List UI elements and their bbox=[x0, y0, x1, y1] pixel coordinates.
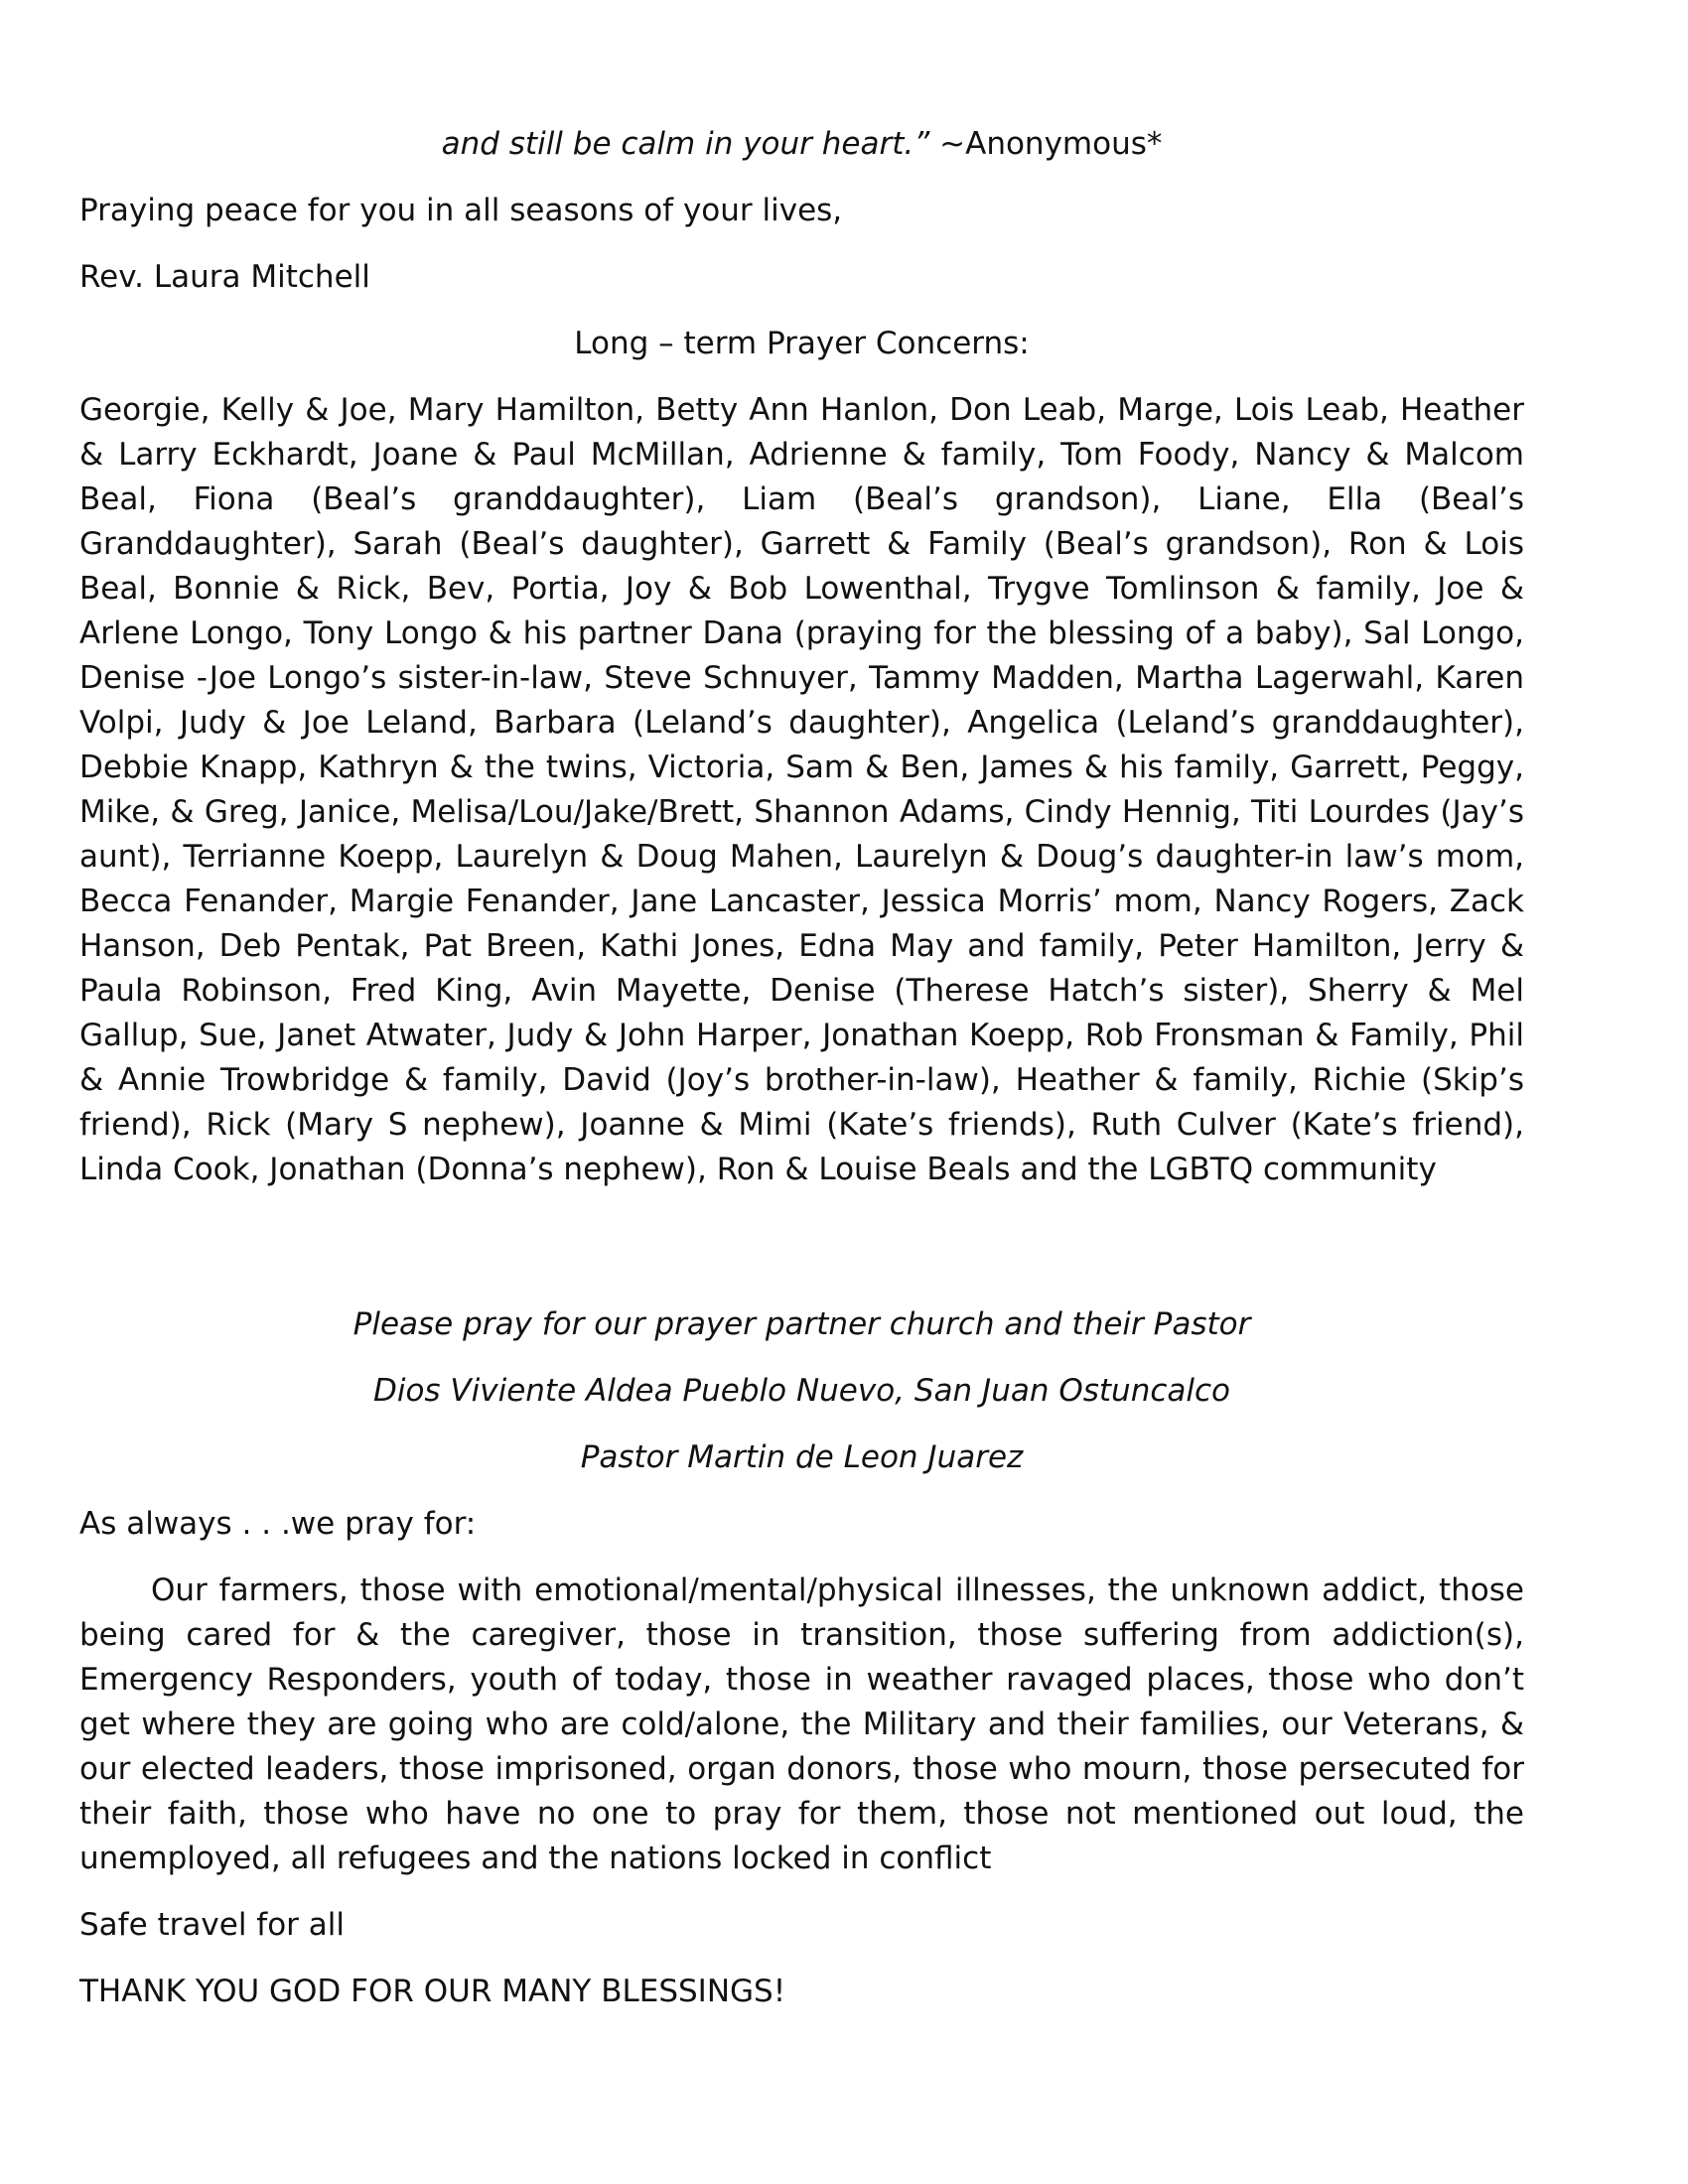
partner-church-line-2: Dios Viviente Aldea Pueblo Nuevo, San Juan Ostuncalco bbox=[372, 1373, 1231, 1409]
section-spacer bbox=[79, 1214, 1524, 1302]
signature: Rev. Laura Mitchell bbox=[79, 259, 370, 295]
always-intro: As always . . .we pray for: bbox=[79, 1506, 477, 1542]
long-term-names: Georgie, Kelly & Joe, Mary Hamilton, Betty Ann Hanlon, Don Leab, Marge, Lois Leab, Heather & Larry Eckhardt, Joane & Paul McMillan, Adrienne & family, Tom Foody, Nancy & Malcom Beal, Fiona (Beal’s granddaughter), Liam (Beal’s grandson), Liane, Ella (Beal’s Granddaughter), Sarah (Beal’s daughter), Garrett & Family (Beal’s grandson), Ron & Lois Beal, Bonnie & Rick, Bev, Portia, Joy & Bob Lowenthal, Trygve Tomlinson & family, Joe & Arlene Longo, Tony Longo & his partner Dana (praying for the blessing of a baby), Sal Longo, Denise -Joe Longo’s sister-in-law, Steve Schnuyer, Tammy Madden, Martha Lagerwahl, Karen Volpi, Judy & Joe Leland, Barbara (Leland’s daughter), Angelica (Leland’s granddaughter), Debbie Knapp, Kathryn & the twins, Victoria, Sam & Ben, James & his family, Garrett, Peggy, Mike, & Greg, Janice, Melisa/Lou/Jake/Brett, Shannon Adams, Cindy Hennig, Titi Lourdes (Jay’s aunt), Terrianne Koepp, Laurelyn & Doug Mahen, Laurelyn & Doug’s daughter-in law’s mom, Becca Fenander, Margie Fenander, Jane Lancaster, Jessica Morris’ mom, Nancy Rogers, Zack Hanson, Deb Pentak, Pat Breen, Kathi Jones, Edna May and family, Peter Hamilton, Jerry & Paula Robinson, Fred King, Avin Mayette, Denise (Therese Hatch’s sister), Sherry & Mel Gallup, Sue, Janet Atwater, Judy & John Harper, Jonathan Koepp, Rob Fronsman & Family, Phil & Annie Trowbridge & family, David (Joy’s brother-in-law), Heather & family, Richie (Skip’s friend), Rick (Mary S nephew), Joanne & Mimi (Kate’s friends), Ruth Culver (Kate’s friend), Linda Cook, Jonathan (Donna’s nephew), Ron & Louise Beals and the LGBTQ community bbox=[79, 392, 1524, 1187]
document-page bbox=[79, 122, 1524, 2036]
partner-church-line-3: Pastor Martin de Leon Juarez bbox=[580, 1439, 1024, 1475]
quote-text: and still be calm in your heart.” bbox=[441, 126, 930, 162]
long-term-heading: Long – term Prayer Concerns: bbox=[574, 326, 1030, 361]
quote-line bbox=[79, 122, 1524, 167]
closing-line: Praying peace for you in all seasons of your lives, bbox=[79, 193, 843, 228]
partner-church-line-1: Please pray for our prayer partner church and their Pastor bbox=[352, 1306, 1251, 1342]
safe-travel: Safe travel for all bbox=[79, 1907, 345, 1943]
thanks-line: THANK YOU GOD FOR OUR MANY BLESSINGS! bbox=[79, 1974, 786, 2009]
always-list: Our farmers, those with emotional/mental/physical illnesses, the unknown addict, those being cared for & the caregiver, those in transition, those suffering from addiction(s), Emergency Responders, youth of today, those in weather ravaged places, those who don’t get where they are going who are cold/alone, the Military and their families, our Veterans, & our elected leaders, those imprisoned, organ donors, those who mourn, those persecuted for their faith, those who have no one to pray for them, those not mentioned out loud, the unemployed, all refugees and the nations locked in conflict bbox=[79, 1572, 1524, 1876]
quote-attribution: ~Anonymous* bbox=[929, 126, 1163, 162]
